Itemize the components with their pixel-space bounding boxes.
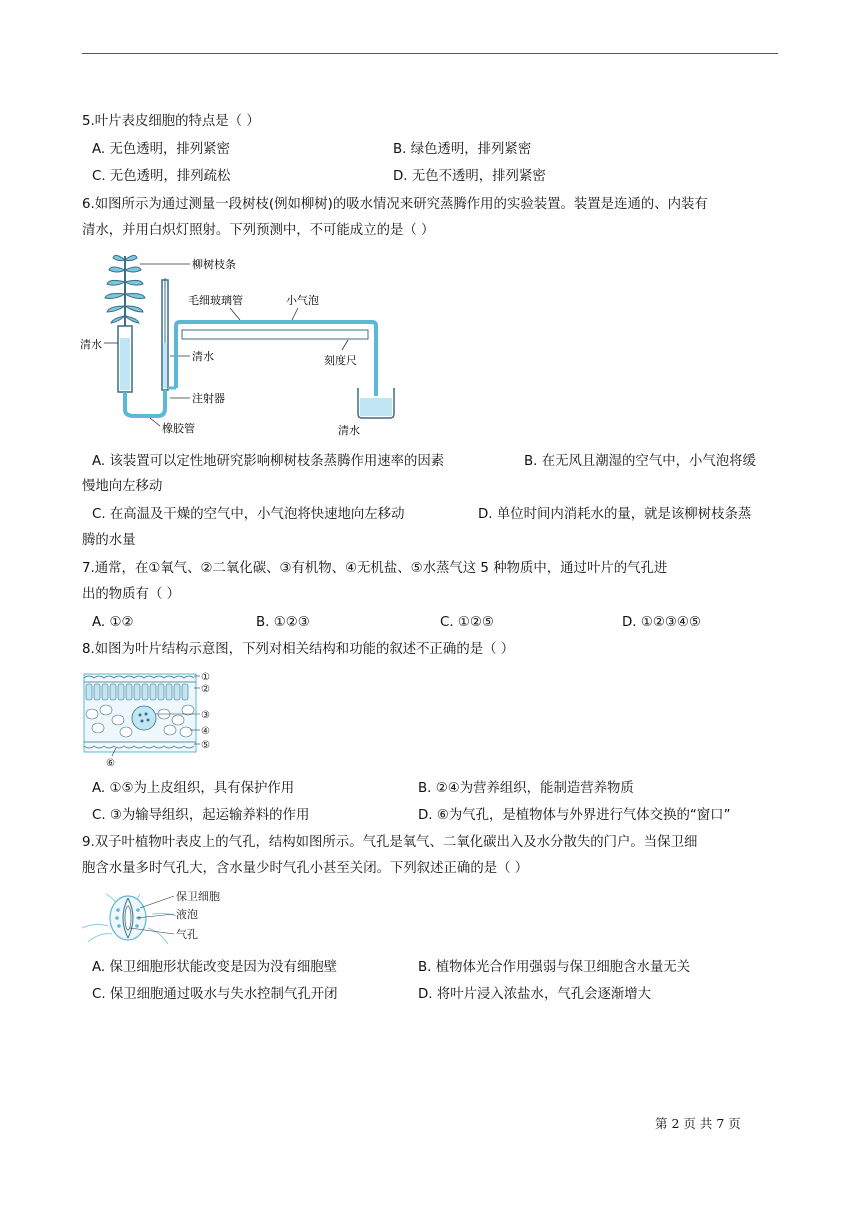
q7-option-b: B. ①②③: [256, 615, 310, 630]
q5-option-d: D. 无色不透明，排列紧密: [393, 169, 546, 184]
stomata-figure: [82, 884, 238, 950]
ruler-icon: [182, 330, 368, 339]
q6-option-c: C. 在高温及干燥的空气中，小气泡将快速地向左移动: [92, 507, 405, 522]
q6-stem-line1: 6.如图所示为通过测量一段树枝(例如柳树)的吸水情况来研究蒸腾作用的实验装置。装置是连通的、内装有: [82, 197, 708, 212]
label-1: ①: [201, 672, 210, 683]
label-stoma: 气孔: [176, 928, 198, 941]
q8-option-a: A. ①⑤为上皮组织，具有保护作用: [92, 781, 295, 796]
q6-option-d-line1: D. 单位时间内消耗水的量，就是该柳树枝条蒸: [478, 507, 752, 522]
label-6: ⑥: [106, 758, 115, 768]
q9-option-b: B. 植物体光合作用强弱与保卫细胞含水量无关: [418, 960, 691, 975]
q6-option-d-line2: 腾的水量: [82, 533, 136, 548]
q6-option-a: A. 该装置可以定性地研究影响柳树枝条蒸腾作用速率的因素: [92, 454, 445, 469]
label-4: ④: [201, 726, 210, 737]
label-syringe: 注射器: [192, 392, 225, 405]
leaf-structure-figure: [82, 670, 214, 768]
q8-option-d: D. ⑥为气孔，是植物体与外界进行气体交换的“窗口”: [418, 808, 731, 823]
q7-option-c: C. ①②⑤: [440, 615, 494, 630]
q7-option-a: A. ①②: [92, 615, 134, 630]
label-water-left: 清水: [80, 338, 102, 351]
q8-option-b: B. ②④为营养组织，能制造营养物质: [418, 781, 634, 796]
label-water-mid: 清水: [192, 350, 214, 363]
header-rule: [82, 53, 778, 54]
q5-option-a: A. 无色透明，排列紧密: [92, 142, 230, 157]
q6-option-b-line2: 慢地向左移动: [82, 479, 163, 494]
label-guard-cell: 保卫细胞: [176, 890, 220, 903]
q5-option-c: C. 无色透明，排列疏松: [92, 169, 231, 184]
q7-stem-line2: 出的物质有（ ）: [82, 587, 180, 602]
stoma-pore-icon: [125, 906, 131, 930]
rubber-tube: [125, 390, 165, 416]
q8-option-c: C. ③为输导组织，起运输养料的作用: [92, 808, 310, 823]
q9-option-d: D. 将叶片浸入浓盐水，气孔会逐渐增大: [418, 987, 652, 1002]
q9-stem-line2: 胞含水量多时气孔大，含水量少时气孔小甚至关闭。下列叙述正确的是（ ）: [82, 861, 529, 876]
vein-icon: [132, 706, 156, 730]
q6-stem-line2: 清水，并用白炽灯照射。下列预测中，不可能成立的是（ ）: [82, 223, 435, 238]
label-5: ⑤: [201, 740, 210, 751]
q8-stem: 8.如图为叶片结构示意图，下列对相关结构和功能的叙述不正确的是（ ）: [82, 642, 515, 657]
label-3: ③: [201, 710, 210, 721]
label-bubble: 小气泡: [286, 294, 319, 307]
page-footer: 第 2 页 共 7 页: [655, 1116, 741, 1131]
label-willow: 柳树枝条: [192, 258, 236, 271]
label-capillary: 毛细玻璃管: [188, 294, 243, 307]
q5-stem: 5.叶片表皮细胞的特点是（ ）: [82, 114, 260, 129]
q9-stem-line1: 9.双子叶植物叶表皮上的气孔，结构如图所示。气孔是氧气、二氧化碳出入及水分散失的门户。当保卫细: [82, 835, 698, 850]
label-2: ②: [201, 684, 210, 695]
q7-option-d: D. ①②③④⑤: [622, 615, 701, 630]
label-vacuole: 液泡: [176, 908, 198, 921]
label-water-right: 清水: [338, 424, 360, 437]
q6-option-b-line1: B. 在无风且潮湿的空气中，小气泡将缓: [524, 454, 756, 469]
q7-stem-line1: 7.通常，在①氧气、②二氧化碳、③有机物、④无机盐、⑤水蒸气这 5 种物质中，通过叶片的气孔进: [82, 561, 668, 576]
q9-option-a: A. 保卫细胞形状能改变是因为没有细胞壁: [92, 960, 338, 975]
label-rubber: 橡胶管: [162, 422, 195, 435]
transpiration-apparatus-figure: [80, 248, 410, 440]
q9-option-c: C. 保卫细胞通过吸水与失水控制气孔开闭: [92, 987, 338, 1002]
willow-branch-icon: [105, 255, 145, 328]
label-ruler: 刻度尺: [324, 354, 357, 367]
q5-option-b: B. 绿色透明，排列紧密: [393, 142, 532, 157]
